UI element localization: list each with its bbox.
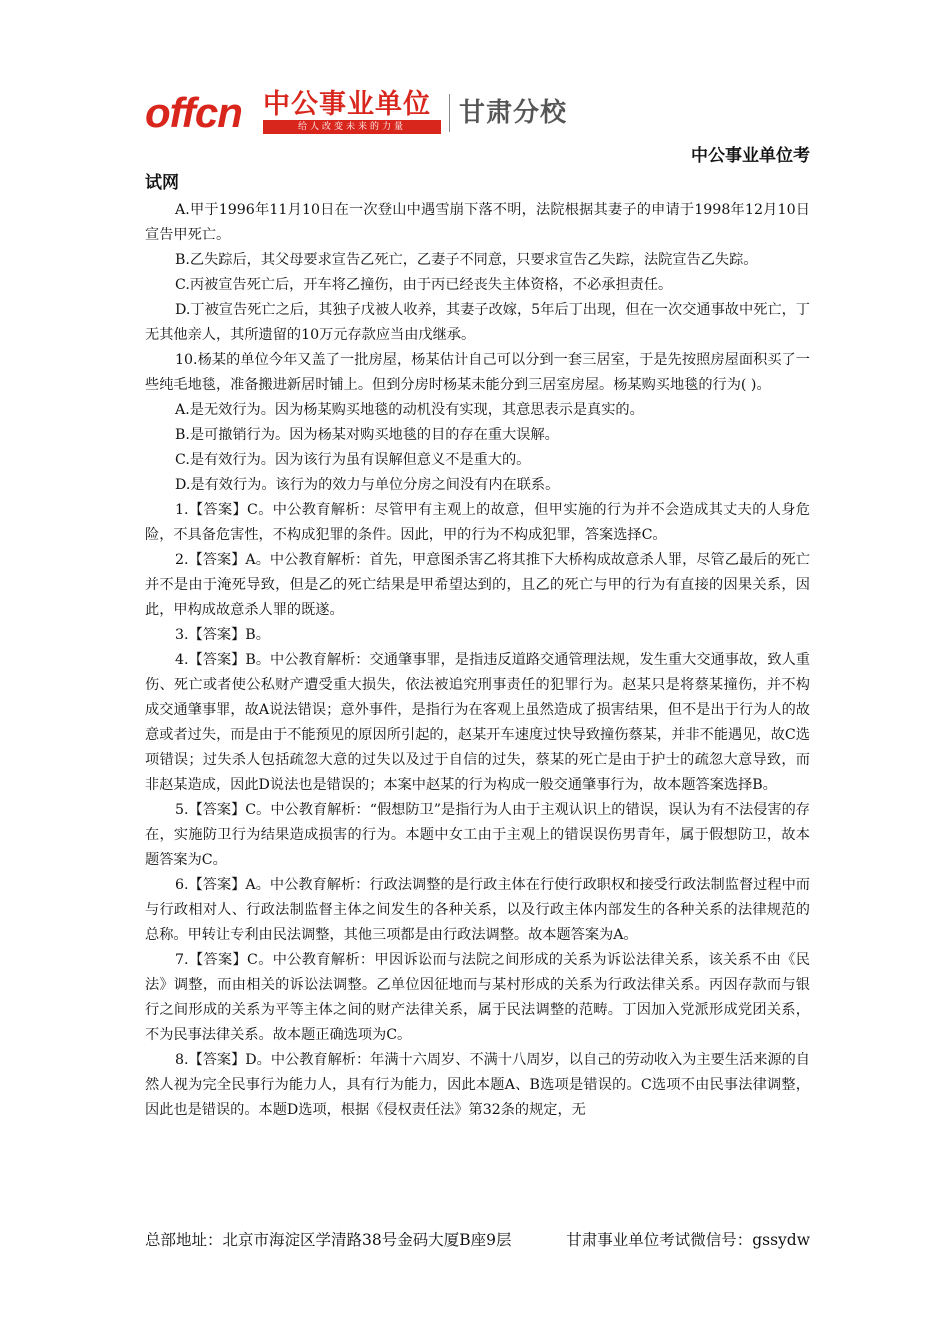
brand-slogan: 给人改变未来的力量 bbox=[263, 120, 441, 134]
paragraph: A.是无效行为。因为杨某购买地毯的动机没有实现，其意思表示是真实的。 bbox=[175, 402, 644, 418]
paragraph: 3.【答案】B。 bbox=[175, 627, 270, 643]
paragraph: D.是有效行为。该行为的效力与单位分房之间没有内在联系。 bbox=[175, 477, 560, 493]
logo-divider bbox=[449, 94, 450, 132]
paragraph: 4.【答案】B。中公教育解析：交通肇事罪，是指违反道路交通管理法规，发生重大交通事故，致人重伤、死亡或者使公私财产遭受重大损失，依法被追究刑事责任的犯罪行为。赵某只是将蔡某撞伤，并不构成交通肇事罪，故A说法错误；意外事件，是指行为在客观上虽然造成了损害结果，但不是出于行为人的故意或者过失，而是由于不能预见的原因所引起的，赵某开车速度过快导致撞伤蔡某，并非不能遇见，故C选项错误；过失杀人包括疏忽大意的过失以及过于自信的过失，蔡某的死亡是由于护士的疏忽大意导致，而非赵某造成，因此D说法也是错误的；本案中赵某的行为构成一般交通肇事行为，故本题答案选择B。 bbox=[145, 652, 810, 793]
paragraph: 6.【答案】A。中公教育解析：行政法调整的是行政主体在行使行政职权和接受行政法制监督过程中而与行政相对人、行政法制监督主体之间发生的各种关系，以及行政主体内部发生的各种关系的法律规范的总称。甲转让专利由民法调整，其他三项都是由行政法调整。故本题答案为A。 bbox=[145, 877, 810, 943]
footer-address: 总部地址：北京市海淀区学清路38号金码大厦B座9层 bbox=[145, 1231, 512, 1249]
paragraph: B.乙失踪后，其父母要求宣告乙死亡，乙妻子不同意，只要求宣告乙失踪，法院宣告乙失踪。 bbox=[175, 252, 758, 268]
site-title-line2: 试网 bbox=[145, 173, 179, 193]
branch-name: 甘肃分校 bbox=[459, 98, 568, 128]
brand-name: 中公事业单位 bbox=[263, 89, 431, 120]
site-title-line1: 中公事业单位考 bbox=[691, 146, 810, 166]
header-logo bbox=[145, 88, 810, 138]
paragraph: 5.【答案】C。中公教育解析：“假想防卫”是指行为人由于主观认识上的错误，误认为有不法侵害的存在，实施防卫行为结果造成损害的行为。本题中女工由于主观上的错误误伤男青年，属于假想防卫，故本题答案为C。 bbox=[145, 802, 810, 868]
paragraph: 10.杨某的单位今年又盖了一批房屋，杨某估计自己可以分到一套三居室，于是先按照房屋面积买了一些纯毛地毯，准备搬进新居时铺上。但到分房时杨某未能分到三居室房屋。杨某购买地毯的行为( )。 bbox=[145, 352, 810, 393]
paragraph: C.丙被宣告死亡后，开车将乙撞伤，由于丙已经丧失主体资格，不必承担责任。 bbox=[175, 277, 673, 293]
offcn-logo: offcn bbox=[145, 89, 242, 136]
paragraph: 1.【答案】C。中公教育解析：尽管甲有主观上的故意，但甲实施的行为并不会造成其丈夫的人身危险，不具备危害性，不构成犯罪的条件。因此，甲的行为不构成犯罪，答案选择C。 bbox=[145, 502, 810, 543]
paragraph: 2.【答案】A。中公教育解析：首先，甲意图杀害乙将其推下大桥构成故意杀人罪，尽管乙最后的死亡并不是由于淹死导致，但是乙的死亡结果是甲希望达到的，且乙的死亡与甲的行为有直接的因果关系，因此，甲构成故意杀人罪的既遂。 bbox=[145, 552, 810, 618]
paragraph: 8.【答案】D。中公教育解析：年满十六周岁、不满十八周岁，以自己的劳动收入为主要生活来源的自然人视为完全民事行为能力人，具有行为能力，因此本题A、B选项是错误的。C选项不由民事法律调整，因此也是错误的。本题D选项，根据《侵权责任法》第32条的规定，无 bbox=[145, 1052, 810, 1118]
paragraph: D.丁被宣告死亡之后，其独子戊被人收养，其妻子改嫁，5年后丁出现，但在一次交通事故中死亡，丁无其他亲人，其所遗留的10万元存款应当由戊继承。 bbox=[145, 302, 810, 343]
site-title bbox=[145, 143, 810, 197]
paragraph: C.是有效行为。因为该行为虽有误解但意义不是重大的。 bbox=[175, 452, 531, 468]
footer bbox=[145, 1228, 810, 1252]
paragraph: B.是可撤销行为。因为杨某对购买地毯的目的存在重大误解。 bbox=[175, 427, 559, 443]
paragraph: 7.【答案】C。中公教育解析：甲因诉讼而与法院之间形成的关系为诉讼法律关系，该关系不由《民法》调整，而由相关的诉讼法调整。乙单位因征地而与某村形成的关系为行政法律关系。丙因存款而与银行之间形成的关系为平等主体之间的财产法律关系，属于民法调整的范畴。丁因加入党派形成党团关系，不为民事法律关系。故本题正确选项为C。 bbox=[145, 952, 810, 1043]
paragraph: A.甲于1996年11月10日在一次登山中遇雪崩下落不明，法院根据其妻子的申请于1998年12月10日宣告甲死亡。 bbox=[145, 202, 810, 243]
document-body bbox=[145, 198, 810, 1123]
footer-wechat: 甘肃事业单位考试微信号：gssydw bbox=[566, 1231, 810, 1249]
